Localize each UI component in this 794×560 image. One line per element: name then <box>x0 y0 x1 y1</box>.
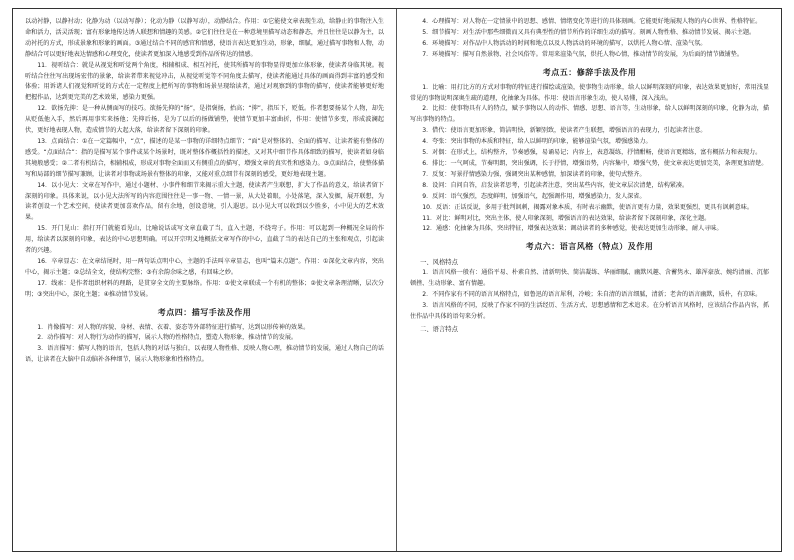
left-column <box>13 9 397 551</box>
right-column <box>397 9 781 551</box>
paragraph-ending-theme: 16．卒章显志：在文章结尾时，用一两句话点明中心，主题的手法叫卒章显志，也叫“篇末点题”。作用：①深化文章内容，突出中心，揭示主题；②总结全文，使结构完整；③有余韵余味之感，有回味之妙。 <box>25 257 384 276</box>
paragraph-parallelism: 6．排比：一气呵成，节奏明朗，突出强调，长于抒情，增强语势，内容集中，增强气势，使文章表达更加完美，条理更加清楚。 <box>422 159 768 167</box>
paragraph-style-types: 1．语言风格一般有：通俗平易、朴素自然、清新明快、简洁凝练、华丽细腻、幽默风趣、含蓄隽永、雄浑豪放、婉约清丽、沉郁顿挫、生动形象、富有情趣。 <box>410 269 769 288</box>
paragraph-rhetorical-question: 9．反问：语气强烈，态度鲜明，加强语气，起强调作用，增强感染力，发人深省。 <box>422 192 646 200</box>
paragraph-repetition: 7．反复：写景抒情感染力强，强调突出某种感情，加深读者的印象，使句式整齐。 <box>422 170 646 178</box>
paragraph-style-analysis: 3．语言风格的不同，反映了作家不同的生活经历、生活方式、思想感情和艺术追求。在分析语言风格时，应该结合作品内容，抓住作品中具体的语句来分析。 <box>410 302 769 320</box>
paragraph-small-to-big: 14．以小见大：文章在写作中，通过小题材、小事件和细节来揭示重大主题，使读者产生联想，扩大了作品的意义，给读者留下深刻的印象。具体来说，以小见大法所写的内容范围往往是一事一物、一情一景，从大处着眼，小处落笔，深入发掘，展开联想，为读者创设一个艺术空间，使读者更加喜欢作品，留有余地，创设意境，引人遐思。以小见大可以收到以少胜多，小中见大的艺术效果。 <box>25 181 384 222</box>
section-title-language-style: 考点六：语言风格（特点）及作用 <box>525 242 654 252</box>
paragraph-metonymy: 3．借代：使语言更加形象，简洁明快，新颖别致，使读者产生联想，增强语言的表现力，引起读者注意。 <box>422 127 707 135</box>
paragraph-psychology: 4．心理描写：对人物在一定情景中的思想、感情、情绪变化等进行的具体刻画。它能更好地展现人物的内心世界、性格特征。 <box>422 18 762 25</box>
paragraph-detail: 5．细节描写：对生活中那些细微而又具有典型性的情节所作的详细生动的描写。刻画人物性格、推动情节发展、揭示主题。 <box>422 28 756 36</box>
paragraph-hyperbole: 4．夸张：突出事物的本质和特征，给人以鲜明的印象，能够渲染气氛，增强感染力。 <box>422 138 652 146</box>
paragraph-self-question: 8．设问：自问自答，启发读者思考，引起读者注意，突出某些内容，使文章层次清楚，结构紧凑。 <box>422 181 689 189</box>
subheading-language-features: 二、语言特点 <box>420 325 458 333</box>
paragraph-environment-social: 6．环境描写：对作品中人物活动的时间和地点以及人物活动的环境的描写，以烘托人物心情、渲染气氛。 <box>422 39 707 47</box>
section-title-description: 考点四：描写手法及作用 <box>157 307 252 317</box>
paragraph-suppress-then-praise: 12．欲扬先抑：是一种从侧面写的技巧。欲扬先抑的“扬”，是指褒扬，抬高；“抑”，指压下，贬低。作者想要扬某个人物，却先从贬低他入手，然后再用事实来扬他；先抑后扬，是为了以后的扬做铺垫，使情节更加丰富曲折，作用：使情节多变，形成波澜起伏，更好地表现人物，造成情节的大起大落，给读者留下深刻的印象。 <box>25 105 384 135</box>
paragraph-point-surface: 13．点面结合：①在一定篇幅中，“点”，描述的是某一事物的详细特点细节；“面”是对整体的、全面的描写、让读者能有整体的感受。“点面结合”：指的是描写某个事件或某个场景时，既对整体作概括性的描述，又对其中细节作具体细致的描写，使读者如身临其境般感受；②二者有机结合，相辅相成，形成对事物全面而又有侧重点的描写，增强文章的真实性和感染力。③点面结合，使整体描写和局部的细节描写兼顾，让读者对事物或场景有整体的印象，又能对重点细节有深刻的感受，更好地表现主题。 <box>25 137 384 178</box>
paragraph-clue: 17．线索：是作者组织材料的理路，是贯穿全文的主要脉络。作用：①使文章联成一个有机的整体；②使文章条理清晰，层次分明；③突出中心，深化主题；④推动情节发展。 <box>25 279 384 298</box>
paragraph-personification: 2．比拟：使事物具有人的特点，赋予事物以人的动作、情感、思想、语言等，生动形象，给人以鲜明深刻的印象，化静为动，描写出事物的特点。 <box>410 105 769 124</box>
document-page <box>12 8 782 552</box>
paragraph-dynamic-static: 以动衬静，以静衬动；化静为动（以动写静）；化动为静（以静写动），动静结合。作用：①它能使文章表现生动，给静止的事物注入生命和活力，活灵活现；富有形象地传达诱人联想和情趣的美感。②它们往往是在一种意境里描写动态和静态，并且往往是以静为主，以动衬托的方式，形成景象和形象的画面。③通过结合不同的感官和情感，使语言表达更加生动，形象，细腻，通过描写事物和人物，动静结合可以更好地表达情感和心理变化，使读者更加深入地感受到作品所传达的情感。 <box>25 18 384 58</box>
paragraph-straight-to-point: 15．开门见山：指打开门就能看见山，比喻说话或写文章直截了当，直入主题，不绕弯子。作用：可以起到一种概况全局的作用，给读者以深刻的印象，表达的中心思想明确。可以开宗明义地概括文章写作的中心，直截了当的表达自己的主张和观点，引起读者的兴趣。 <box>25 225 384 255</box>
paragraph-metaphor: 1．比喻：用打比方的方式对事物的特征进行描绘或渲染，使事物生动形象，给人以鲜明深刻的印象，表达效果更加好，常用浅显常见的事物说明深奥生疏的道理，化抽象为具体。作用：使语言形象生动，使人易懂，深入浅出。 <box>410 83 769 102</box>
section-title-rhetoric: 考点五：修辞手法及作用 <box>542 67 637 77</box>
paragraph-irony: 10．反语：正话反说，多用于批判讽刺，揭露对象本质，有时表示幽默，使语言更有力量，效果更强烈，更具有讽刺意味。 <box>422 203 753 211</box>
paragraph-environment-natural: 7．环境描写：描写自然景物、社会风俗等。常用来渲染气氛，烘托人物心情，推动情节的发展，为后面的情节做铺垫。 <box>422 50 743 58</box>
paragraph-author-styles: 2．不同作家有不同的语言风格特点，如鲁迅的语言犀利，冷峻；朱自清的语言细腻，清新；老舍的语言幽默，质朴，有京味。 <box>422 291 762 299</box>
paragraph-action: 2．动作描写：对人物行为动作的描写，展示人物的性格特点，塑造人物形象，推动情节的发展。 <box>37 334 298 342</box>
paragraph-synesthesia: 12．通感：化抽象为具体，突出特征，增强表达效果；调动读者的多种感觉，使表达更加生动形象，耐人寻味。 <box>422 225 723 233</box>
paragraph-language: 3．语言描写：描写人物的语言，包括人物的对话与独白，以表现人物性格、反映人物心理，推动情节的发展，通过人物自己的话语，让读者在大脑中自动脑补各种细节，展示人物形象和性格特点。 <box>25 345 384 364</box>
paragraph-portrait: 1．肖像描写：对人物的容貌、身材、表情、衣着、姿态等外部特征进行描写，达到以形传神的效果。 <box>37 323 310 331</box>
paragraph-audio-visual: 11．视听结合：就是从视觉和听觉两个角度，相辅相成、相互衬托，使其所描写的事物显得更加立体形象，使读者身临其境。视听结合往往写出现场宏伟的景象，给读者带来视觉冲击，从视觉听觉等不同角度去描写，使读者能通过具体的画面得到丰富的感受和体验；用诉诸人们视觉和听觉的方式在一定程度上把所写的事物和场景呈现给读者，通过对观察到的事物的描写，使读者能够更好地把握作品，达到更完美的艺术效果，感染力更强。 <box>25 61 384 102</box>
paragraph-contrast: 11．对比：鲜明对比，突出主体，使人印象深刻，增强语言的表达效果，给读者留下深刻印象，深化主题。 <box>422 214 711 222</box>
subheading-style-features: 一、风格特点 <box>420 259 458 267</box>
paragraph-antithesis: 5．对偶：在形式上，结构整齐，节奏感强，易诵易记；内容上，表意凝练，抒情酣畅，使语言更精练，富有概括力和表现力。 <box>422 149 762 157</box>
